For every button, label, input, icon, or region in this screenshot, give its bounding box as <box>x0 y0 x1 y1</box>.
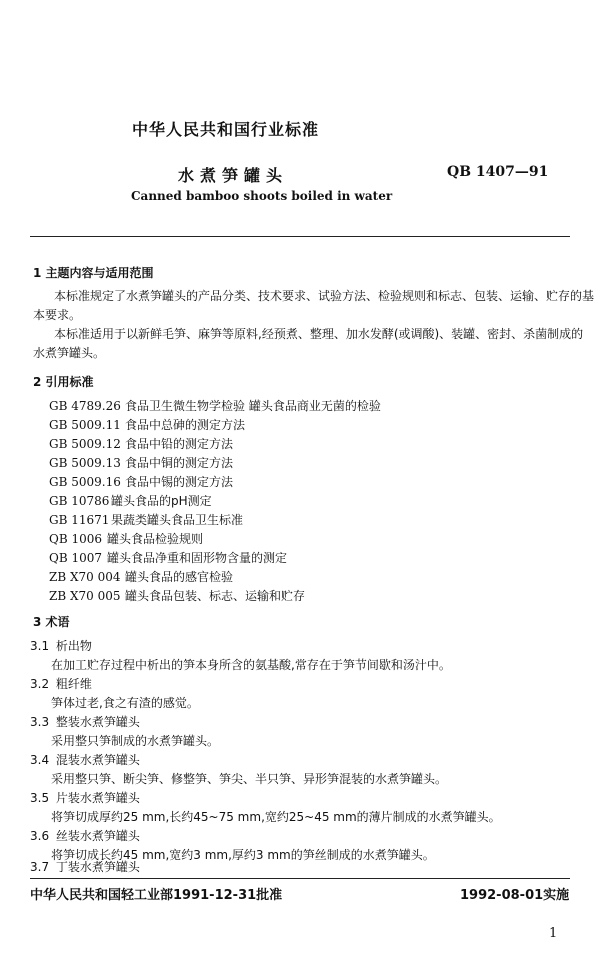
term-definition: 采用整只笋制成的水煮笋罐头。 <box>51 734 220 748</box>
term-number: 3.5 <box>30 791 50 805</box>
reference-code: GB 11671 <box>49 513 110 527</box>
term-heading <box>30 858 140 877</box>
reference-title: 食品中铜的测定方法 <box>125 456 234 470</box>
reference-code: ZB X70 004 <box>49 570 121 584</box>
term-number: 3.2 <box>30 677 50 691</box>
term-number: 3.7 <box>30 860 50 874</box>
reference-item <box>49 568 233 587</box>
section-1-para1-line1: 本标准规定了水煮笋罐头的产品分类、技术要求、试验方法、检验规则和标志、包装、运输、贮存的基 <box>54 289 595 303</box>
reference-item <box>49 416 245 435</box>
term-name: 整装水煮笋罐头 <box>55 715 140 729</box>
term-heading <box>30 751 140 770</box>
reference-code: GB 10786 <box>49 494 110 508</box>
term-number: 3.4 <box>30 753 50 767</box>
term-number: 3.3 <box>30 715 50 729</box>
reference-item <box>49 397 381 416</box>
term-heading <box>30 827 140 846</box>
reference-code: GB 5009.16 <box>49 475 121 489</box>
effective-date: 1992-08-01实施 <box>460 888 570 903</box>
reference-code: ZB X70 005 <box>49 589 121 603</box>
term-definition: 采用整只笋、断尖笋、修整笋、笋尖、半只笋、异形笋混装的水煮笋罐头。 <box>51 772 448 786</box>
term-name: 混装水煮笋罐头 <box>55 753 140 767</box>
term-name: 丝装水煮笋罐头 <box>55 829 140 843</box>
reference-title: 食品卫生微生物学检验 罐头食品商业无菌的检验 <box>125 399 381 413</box>
reference-code: GB 5009.13 <box>49 456 121 470</box>
standard-title-en: Canned bamboo shoots boiled in water <box>131 189 393 203</box>
section-1-heading: 1 主题内容与适用范围 <box>33 266 154 280</box>
section-1-para2-line2: 水煮笋罐头。 <box>33 346 106 360</box>
term-name: 片装水煮笋罐头 <box>55 791 140 805</box>
term-heading <box>30 637 92 656</box>
header-divider <box>30 236 570 237</box>
reference-title: 罐头食品净重和固形物含量的测定 <box>107 551 288 565</box>
standard-number: QB 1407—91 <box>447 164 549 180</box>
term-definition: 在加工贮存过程中析出的笋本身所含的氨基酸,常存在于笋节间歇和汤汁中。 <box>51 658 451 672</box>
reference-title: 罐头食品的感官检验 <box>125 570 234 584</box>
reference-item <box>49 549 287 568</box>
footer-divider <box>30 878 570 879</box>
approval-line: 中华人民共和国轻工业部1991-12-31批准 <box>30 888 283 903</box>
reference-code: GB 4789.26 <box>49 399 121 413</box>
page-number: 1 <box>549 926 558 941</box>
term-number: 3.6 <box>30 829 50 843</box>
term-number: 3.1 <box>30 639 50 653</box>
reference-title: 食品中总砷的测定方法 <box>125 418 246 432</box>
reference-item <box>49 511 243 530</box>
standard-title-cn: 水煮笋罐头 <box>178 166 289 185</box>
section-3-heading: 3 术语 <box>33 615 70 629</box>
reference-code: GB 5009.12 <box>49 437 121 451</box>
term-name: 丁装水煮笋罐头 <box>55 860 140 874</box>
reference-code: GB 5009.11 <box>49 418 121 432</box>
reference-item <box>49 473 233 492</box>
reference-item <box>49 530 203 549</box>
term-heading <box>30 713 140 732</box>
section-2-heading: 2 引用标准 <box>33 375 94 389</box>
term-heading <box>30 675 92 694</box>
reference-code: QB 1007 <box>49 551 103 565</box>
term-definition: 将笋切成长约45 mm,宽约3 mm,厚约3 mm的笋丝制成的水煮笋罐头。 <box>51 848 435 862</box>
reference-code: QB 1006 <box>49 532 103 546</box>
term-name: 粗纤维 <box>55 677 92 691</box>
term-definition: 笋体过老,食之有渣的感觉。 <box>51 696 199 710</box>
reference-item <box>49 435 233 454</box>
reference-item <box>49 587 305 606</box>
section-1-para1-line2: 本要求。 <box>33 308 82 322</box>
reference-title: 罐头食品包装、标志、运输和贮存 <box>125 589 306 603</box>
section-1-para2-line1: 本标准适用于以新鲜毛笋、麻笋等原料,经预煮、整理、加水发酵(或调酸)、装罐、密封、杀菌制成的 <box>54 327 584 341</box>
term-name: 析出物 <box>55 639 92 653</box>
reference-item <box>49 492 212 511</box>
issuing-organization: 中华人民共和国行业标准 <box>132 120 320 139</box>
term-definition: 将笋切成厚约25 mm,长约45~75 mm,宽约25~45 mm的薄片制成的水煮笋罐头。 <box>51 810 501 824</box>
reference-title: 罐头食品的pH测定 <box>111 494 212 508</box>
reference-item <box>49 454 233 473</box>
reference-title: 果蔬类罐头食品卫生标准 <box>111 513 244 527</box>
reference-title: 罐头食品检验规则 <box>107 532 204 546</box>
term-heading <box>30 789 140 808</box>
reference-title: 食品中铅的测定方法 <box>125 437 234 451</box>
reference-title: 食品中锡的测定方法 <box>125 475 234 489</box>
